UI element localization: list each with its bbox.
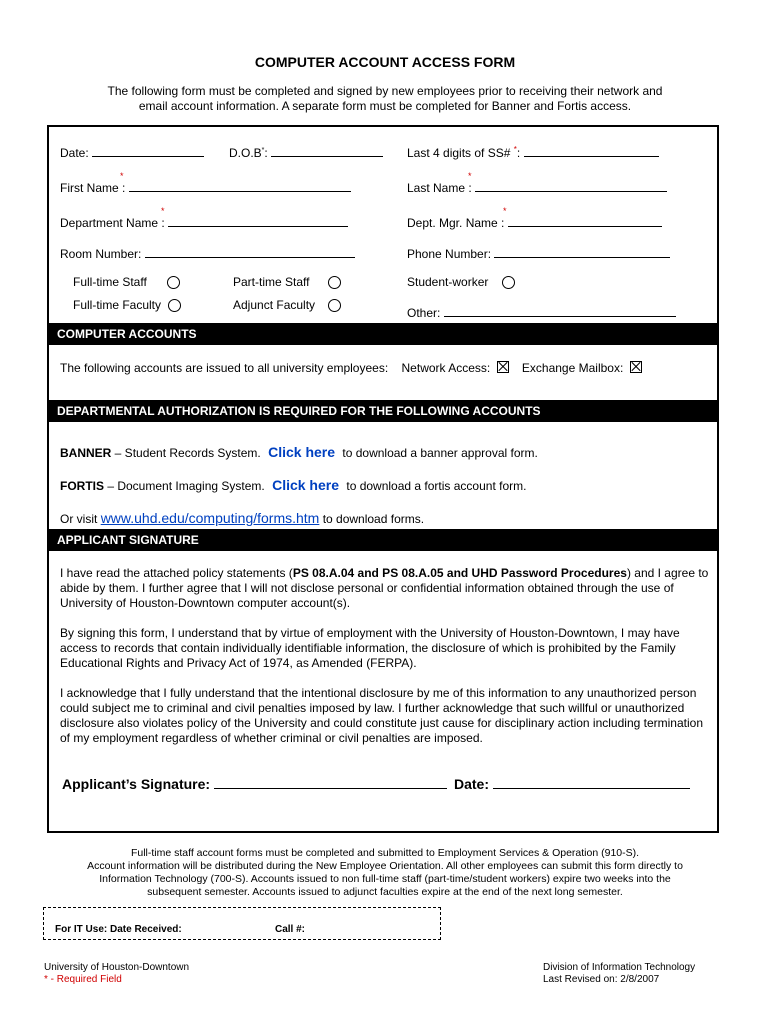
adjunct-faculty-label: Adjunct Faculty xyxy=(233,298,316,312)
first-name-label: First Name xyxy=(60,181,119,195)
room-number-label: Room Number: xyxy=(60,247,142,261)
applicant-signature-header: APPLICANT SIGNATURE xyxy=(47,529,719,551)
footer-university: University of Houston-Downtown xyxy=(44,962,190,973)
it-date-received-label: For IT Use: Date Received: xyxy=(55,924,182,935)
form-title: COMPUTER ACCOUNT ACCESS FORM xyxy=(254,54,516,70)
dept-mgr-required-mark: * xyxy=(503,206,507,216)
visit-suffix: to download forms. xyxy=(322,512,425,526)
ssn-colon: : xyxy=(516,146,521,160)
part-time-staff-radio[interactable] xyxy=(328,276,341,289)
applicant-signature-line[interactable] xyxy=(214,775,447,789)
fortis-after: to download a fortis account form. xyxy=(346,479,527,493)
first-name-line[interactable] xyxy=(129,180,351,192)
dob-line[interactable] xyxy=(271,145,383,157)
ssn-field[interactable] xyxy=(407,145,659,160)
full-time-staff-radio[interactable] xyxy=(167,276,180,289)
full-time-faculty-radio[interactable] xyxy=(168,299,181,312)
ferpa-paragraph: By signing this form, I understand that by virtue of employment with the University of Houston-Downtown, I may have access to records that contain individually identifiable information, the disclosure of which is prohibited by the Family Educational Rights and Privacy Act of 1974, as Amended (FERPA). xyxy=(60,626,680,670)
fortis-name: FORTIS xyxy=(60,479,104,493)
computer-accounts-header: COMPUTER ACCOUNTS xyxy=(47,323,719,345)
footnote-line-1: Full-time staff account forms must be completed and submitted to Employment Services & Operation (910-S). xyxy=(130,847,640,859)
phone-number-label: Phone Number: xyxy=(407,247,492,261)
policy-text-b: ) and I agree to abide by them. I further agree that I will not disclose personal or confidential information obtained through the use of University of Houston-Downtown computer account(s). xyxy=(60,566,709,610)
dob-required-mark: * xyxy=(261,147,265,154)
applicant-signature-label: Applicant’s Signature: xyxy=(62,776,211,792)
adjunct-faculty-option[interactable] xyxy=(233,298,341,312)
network-access-label: Network Access: xyxy=(401,361,491,375)
exchange-mailbox-checkbox[interactable] xyxy=(630,361,642,373)
ssn-label: Last 4 digits of SS# xyxy=(407,146,511,160)
it-call-label: Call #: xyxy=(275,924,306,935)
footer-revised: Last Revised on: 2/8/2007 xyxy=(543,974,660,985)
last-name-colon: : xyxy=(468,181,472,195)
applicant-signature-field[interactable] xyxy=(62,775,447,792)
submission-footnote xyxy=(40,847,730,899)
other-line[interactable] xyxy=(444,305,676,317)
last-name-field[interactable] xyxy=(407,180,667,195)
last-name-label: Last Name xyxy=(407,181,466,195)
room-number-field[interactable] xyxy=(60,246,355,261)
footnote-line-2: Account information will be distributed during the New Employee Orientation. All other employees can submit this form directly to xyxy=(87,860,683,872)
visit-prefix: Or visit xyxy=(60,512,98,526)
dept-mgr-name-colon: : xyxy=(501,216,505,230)
part-time-staff-label: Part-time Staff xyxy=(233,275,310,289)
network-access-checkbox[interactable] xyxy=(497,361,509,373)
banner-after: to download a banner approval form. xyxy=(342,446,538,460)
last-name-required-mark: * xyxy=(468,171,472,181)
forms-url-link[interactable]: www.uhd.edu/computing/forms.htm xyxy=(100,510,320,526)
date-line[interactable] xyxy=(92,145,204,157)
computer-accounts-row xyxy=(60,361,642,375)
signature-date-line[interactable] xyxy=(493,775,690,789)
department-name-colon: : xyxy=(161,216,165,230)
student-worker-radio[interactable] xyxy=(502,276,515,289)
policy-paragraph xyxy=(60,566,710,611)
department-name-field[interactable] xyxy=(60,215,348,230)
intro-line-1: The following form must be completed and signed by new employees prior to receiving their network and xyxy=(107,84,663,98)
department-required-mark: * xyxy=(161,206,165,216)
dept-mgr-name-line[interactable] xyxy=(508,215,662,227)
fortis-desc: – Document Imaging System. xyxy=(104,479,265,493)
footer-division: Division of Information Technology xyxy=(543,962,696,973)
student-worker-label: Student-worker xyxy=(407,275,489,289)
room-number-line[interactable] xyxy=(145,246,355,258)
banner-desc: – Student Records System. xyxy=(111,446,261,460)
dob-label: D.O.B xyxy=(229,146,262,160)
student-worker-option[interactable] xyxy=(407,275,515,289)
phone-number-line[interactable] xyxy=(494,246,670,258)
policy-text-a: I have read the attached policy statements ( xyxy=(60,566,293,580)
intro-line-2: email account information. A separate form must be completed for Banner and Fortis access. xyxy=(138,99,632,113)
departmental-header: DEPARTMENTAL AUTHORIZATION IS REQUIRED FOR THE FOLLOWING ACCOUNTS xyxy=(47,400,719,422)
banner-name: BANNER xyxy=(60,446,112,460)
form-intro xyxy=(60,84,710,114)
full-time-staff-option[interactable] xyxy=(73,275,180,289)
fortis-row xyxy=(60,477,526,493)
full-time-staff-label: Full-time Staff xyxy=(73,275,147,289)
footnote-line-3: Information Technology (700-S). Accounts issued to non full-time staff (part-time/student workers) expire two weeks into the xyxy=(99,873,671,885)
adjunct-faculty-radio[interactable] xyxy=(328,299,341,312)
fortis-download-link[interactable]: Click here xyxy=(272,477,340,493)
footer-required-note: * - Required Field xyxy=(44,974,122,985)
phone-number-field[interactable] xyxy=(407,246,670,261)
exchange-mailbox-label: Exchange Mailbox: xyxy=(521,361,624,375)
department-name-label: Department Name xyxy=(60,216,159,230)
other-field[interactable] xyxy=(407,305,676,320)
ssn-line[interactable] xyxy=(524,145,659,157)
first-name-required-mark: * xyxy=(120,171,124,181)
dob-colon: : xyxy=(264,146,268,160)
full-time-faculty-label: Full-time Faculty xyxy=(73,298,162,312)
signature-date-field[interactable] xyxy=(454,775,690,792)
other-label: Other: xyxy=(407,306,441,320)
signature-date-label: Date: xyxy=(454,776,490,792)
full-time-faculty-option[interactable] xyxy=(73,298,181,312)
dept-mgr-name-field[interactable] xyxy=(407,215,662,230)
banner-row xyxy=(60,444,538,460)
first-name-field[interactable] xyxy=(60,180,351,195)
disclosure-paragraph: I acknowledge that I fully understand that the intentional disclosure by me of this information to any unauthorized person could subject me to criminal and civil penalties imposed by law. I further acknowledge that such willful or unauthorized disclosure also violates policy of the University and could constitute just cause for disciplinary action including termination of my employment regardless of whether criminal or civil penalties are imposed. xyxy=(60,686,703,745)
department-name-line[interactable] xyxy=(168,215,348,227)
ssn-required-mark: * xyxy=(513,145,517,154)
footnote-line-4: subsequent semester. Accounts issued to adjunct faculties expire at the end of the next long semester. xyxy=(147,886,623,898)
dept-mgr-name-label: Dept. Mgr. Name xyxy=(407,216,498,230)
first-name-colon: : xyxy=(122,181,126,195)
dob-field[interactable] xyxy=(229,145,383,160)
policy-references: PS 08.A.04 and PS 08.A.05 and UHD Password Procedures xyxy=(292,566,627,580)
banner-download-link[interactable]: Click here xyxy=(268,444,336,460)
last-name-line[interactable] xyxy=(475,180,667,192)
computer-accounts-text: The following accounts are issued to all university employees: xyxy=(60,361,389,375)
date-field[interactable] xyxy=(60,145,204,160)
visit-row xyxy=(60,510,424,526)
part-time-staff-option[interactable] xyxy=(233,275,341,289)
date-label: Date: xyxy=(60,146,89,160)
